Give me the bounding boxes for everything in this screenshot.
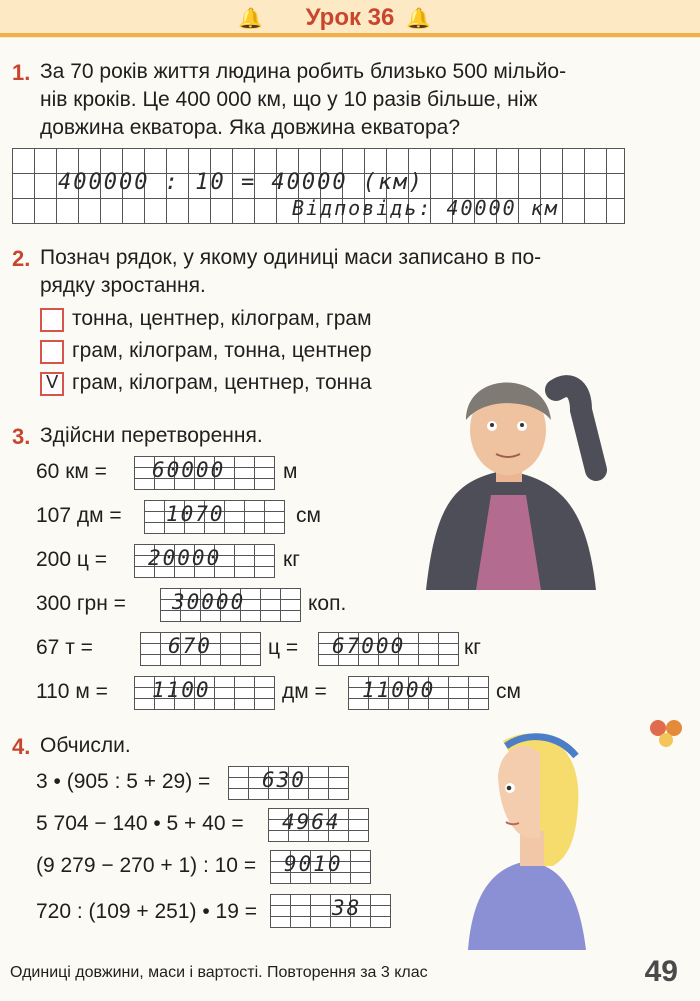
answer-grid[interactable]	[270, 894, 391, 928]
task1-answer-final: Відповідь: 40000 км	[292, 196, 559, 220]
task4-number: 4.	[12, 734, 31, 759]
bell-icon: 🔔	[406, 8, 431, 30]
task3-number: 3.	[12, 424, 31, 449]
conversion-answer: 67000	[332, 634, 406, 658]
expression: (9 279 − 270 + 1) : 10 =	[36, 854, 257, 877]
conversion-unit: кг	[464, 636, 481, 659]
conversion-answer: 30000	[172, 590, 246, 614]
expression: 720 : (109 + 251) • 19 =	[36, 900, 258, 923]
conversion-left: 107 дм =	[36, 504, 122, 527]
expression: 5 704 − 140 • 5 + 40 =	[36, 812, 244, 835]
conversion-answer: 1100	[152, 678, 211, 702]
conversion-answer: 11000	[362, 678, 436, 702]
flower-icon	[646, 714, 686, 748]
conversion-left: 67 т =	[36, 636, 93, 659]
option-checkbox[interactable]	[40, 340, 64, 364]
task1-line-3: довжина екватора. Яка довжина екватора?	[40, 116, 461, 139]
lesson-title: Урок 36	[305, 4, 395, 31]
expression-answer: 9010	[284, 852, 343, 876]
option-label: грам, кілограм, тонна, центнер	[72, 339, 372, 362]
conversion-unit: м	[283, 460, 298, 483]
header-stripe	[0, 33, 700, 37]
conversion-left: 60 км =	[36, 460, 107, 483]
conversion-left: 200 ц =	[36, 548, 107, 571]
option-checkbox[interactable]	[40, 372, 64, 396]
expression: 3 • (905 : 5 + 29) =	[36, 770, 211, 793]
task4-title: Обчисли.	[40, 734, 131, 757]
task1-line-1: За 70 років життя людина робить близько 500 мільйо-	[40, 60, 567, 83]
conversion-unit: см	[296, 504, 321, 527]
conversion-unit: ц =	[268, 636, 299, 659]
boy-illustration	[396, 350, 626, 590]
bell-icon: 🔔	[238, 8, 263, 30]
conversion-answer: 60000	[152, 458, 226, 482]
task1-line-2: нів кроків. Це 400 000 км, що у 10 разів більше, ніж	[40, 88, 538, 111]
option-label: грам, кілограм, центнер, тонна	[72, 371, 372, 394]
girl-illustration	[458, 726, 588, 950]
conversion-answer: 1070	[166, 502, 225, 526]
conversion-answer: 670	[168, 634, 212, 658]
conversion-unit: см	[496, 680, 521, 703]
conversion-answer: 20000	[148, 546, 222, 570]
conversion-unit: кг	[283, 548, 300, 571]
task1-number: 1.	[12, 60, 31, 85]
task3-title: Здійсни перетворення.	[40, 424, 263, 447]
footer-caption: Одиниці довжини, маси і вартості. Повторення за 3 клас	[10, 964, 428, 981]
conversion-left: 110 м =	[36, 680, 108, 703]
expression-answer: 630	[262, 768, 306, 792]
conversion-unit: коп.	[308, 592, 347, 615]
conversion-unit: дм =	[282, 680, 327, 703]
task2-number: 2.	[12, 246, 31, 271]
expression-answer: 4964	[282, 810, 341, 834]
task2-line-1: Познач рядок, у якому одиниці маси записано в по-	[40, 246, 542, 269]
conversion-left: 300 грн =	[36, 592, 126, 615]
page-number: 49	[644, 955, 678, 988]
expression-answer: 38	[332, 896, 362, 920]
task1-answer-equation: 400000 : 10 = 40000 (км)	[58, 170, 424, 195]
task2-line-2: рядку зростання.	[40, 274, 206, 297]
check-mark-icon: V	[46, 372, 59, 393]
option-label: тонна, центнер, кілограм, грам	[72, 307, 372, 330]
option-checkbox[interactable]	[40, 308, 64, 332]
